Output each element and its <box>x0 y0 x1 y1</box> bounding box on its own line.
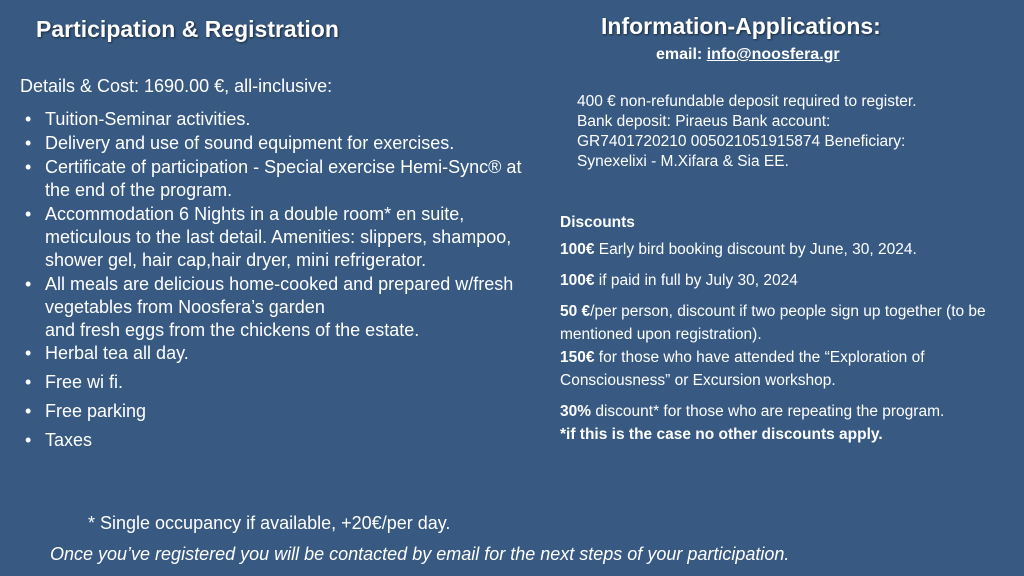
discount-text: if paid in full by July 30, 2024 <box>594 272 798 289</box>
list-item: • Tuition-Seminar activities. <box>24 108 544 131</box>
footer-note: Once you’ve registered you will be contacted by email for the next steps of your participation. <box>50 544 790 564</box>
email-line <box>656 46 840 64</box>
list-item: • Certificate of participation - Special exercise Hemi-Sync® at the end of the program. <box>24 156 544 202</box>
discount-amount: 100€ <box>560 241 595 258</box>
list-item: • Delivery and use of sound equipment for exercises. <box>24 132 544 155</box>
meals-text: All meals are delicious home-cooked and prepared w/fresh vegetables from Noosfera’s garden <box>45 274 514 317</box>
discount-text: /per person, discount if two people sign up together (to be mentioned upon registration). <box>560 303 986 343</box>
discount-item <box>560 400 1015 423</box>
email-label: email: <box>656 46 703 63</box>
discount-item <box>560 346 1015 392</box>
participation-title: Participation & Registration <box>36 16 339 42</box>
discount-note-text: *if this is the case no other discounts apply. <box>560 426 883 443</box>
discount-item <box>560 269 1015 292</box>
discount-amount: 30% <box>560 403 592 420</box>
discounts-section <box>560 214 1015 446</box>
deposit-line: Synexelixi - M.Xifara & Sia EE. <box>577 153 789 170</box>
discount-text: discount* for those who are repeating the program. <box>591 403 945 420</box>
list-item: • Free wi fi. <box>24 371 544 394</box>
list-item: • Taxes <box>24 429 544 452</box>
deposit-info <box>577 92 1007 172</box>
discount-text: for those who have attended the “Exploration of Consciousness” or Excursion workshop. <box>560 349 925 389</box>
discount-amount: 50 € <box>560 303 591 320</box>
meals-text-continued: and fresh eggs from the chickens of the estate. <box>45 320 420 340</box>
discount-item <box>560 238 1015 261</box>
deposit-line: GR7401720210 005021051915874 Beneficiary: <box>577 133 906 150</box>
details-cost: Details & Cost: 1690.00 €, all-inclusive: <box>20 76 333 96</box>
discount-amount: 150€ <box>560 349 595 366</box>
list-item: • Accommodation 6 Nights in a double room* en suite, meticulous to the last detail. Amenities: slippers, shampoo, shower gel, hair cap,hair dryer, mini refrigerator. <box>24 203 544 272</box>
included-list <box>24 108 544 453</box>
list-item: • Free parking <box>24 400 544 423</box>
deposit-line: Bank deposit: Piraeus Bank account: <box>577 113 831 130</box>
email-link[interactable]: info@noosfera.gr <box>706 46 840 63</box>
discount-item <box>560 300 1015 346</box>
list-item <box>24 273 544 342</box>
discount-text: Early bird booking discount by June, 30, 2024. <box>594 241 917 258</box>
discount-note <box>560 423 1015 446</box>
discounts-heading: Discounts <box>560 214 635 231</box>
single-occupancy-note: * Single occupancy if available, +20€/per day. <box>88 513 451 533</box>
list-item: • Herbal tea all day. <box>24 342 544 365</box>
information-title: Information-Applications: <box>601 13 881 39</box>
discount-amount: 100€ <box>560 272 595 289</box>
deposit-line: 400 € non-refundable deposit required to register. <box>577 93 917 110</box>
